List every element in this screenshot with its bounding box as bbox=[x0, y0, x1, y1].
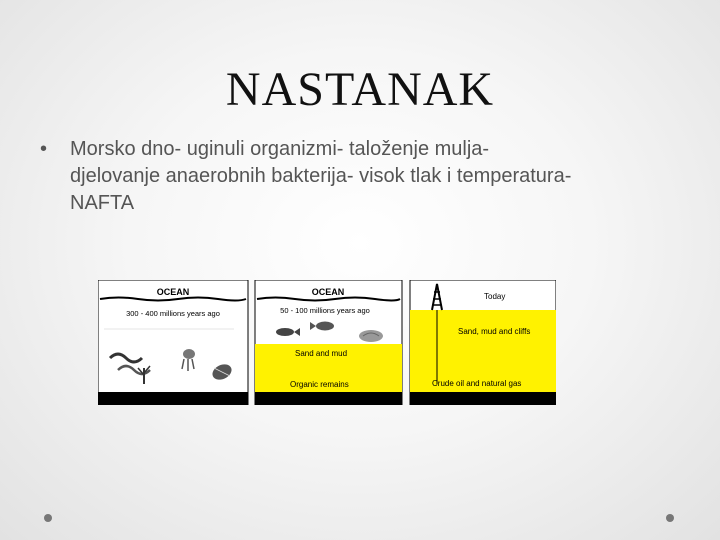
bullet-line-2: djelovanje anaerobnih bakterija- visok tlak i temperatura- bbox=[70, 165, 572, 187]
panel-3 bbox=[410, 280, 556, 405]
slide-title: NASTANAK bbox=[225, 63, 495, 116]
panel-2 bbox=[255, 280, 402, 405]
bullet-item bbox=[40, 136, 690, 217]
bedrock-band bbox=[98, 392, 248, 405]
bedrock-band bbox=[255, 392, 402, 405]
shell-icon bbox=[359, 330, 383, 342]
panel-1 bbox=[98, 280, 248, 405]
panel-2-heading: OCEAN bbox=[311, 287, 345, 297]
panel-2-layer1: Sand and mud bbox=[295, 349, 348, 358]
corner-dot-left bbox=[44, 514, 52, 522]
bullet-marker: • bbox=[40, 138, 48, 160]
bullet-text bbox=[70, 136, 571, 217]
corner-dot-right bbox=[666, 514, 674, 522]
panel-2-layer2: Organic remains bbox=[290, 380, 349, 389]
bedrock-band bbox=[410, 392, 556, 405]
panel-3-layer2: Crude oil and natural gas bbox=[432, 379, 522, 388]
panel-1-heading: OCEAN bbox=[156, 287, 190, 297]
panel-3-label: Today bbox=[484, 292, 506, 301]
panel-3-layer1: Sand, mud and cliffs bbox=[458, 327, 531, 336]
panel-2-label: 50 - 100 millions years ago bbox=[280, 306, 370, 315]
bullet-line-3: NAFTA bbox=[70, 192, 135, 214]
oil-formation-diagram bbox=[98, 280, 556, 405]
bullet-line-1: Morsko dno- uginuli organizmi- taloženje mulja- bbox=[70, 138, 490, 160]
panel-1-label: 300 - 400 millions years ago bbox=[126, 309, 220, 318]
slide-body bbox=[40, 136, 690, 217]
